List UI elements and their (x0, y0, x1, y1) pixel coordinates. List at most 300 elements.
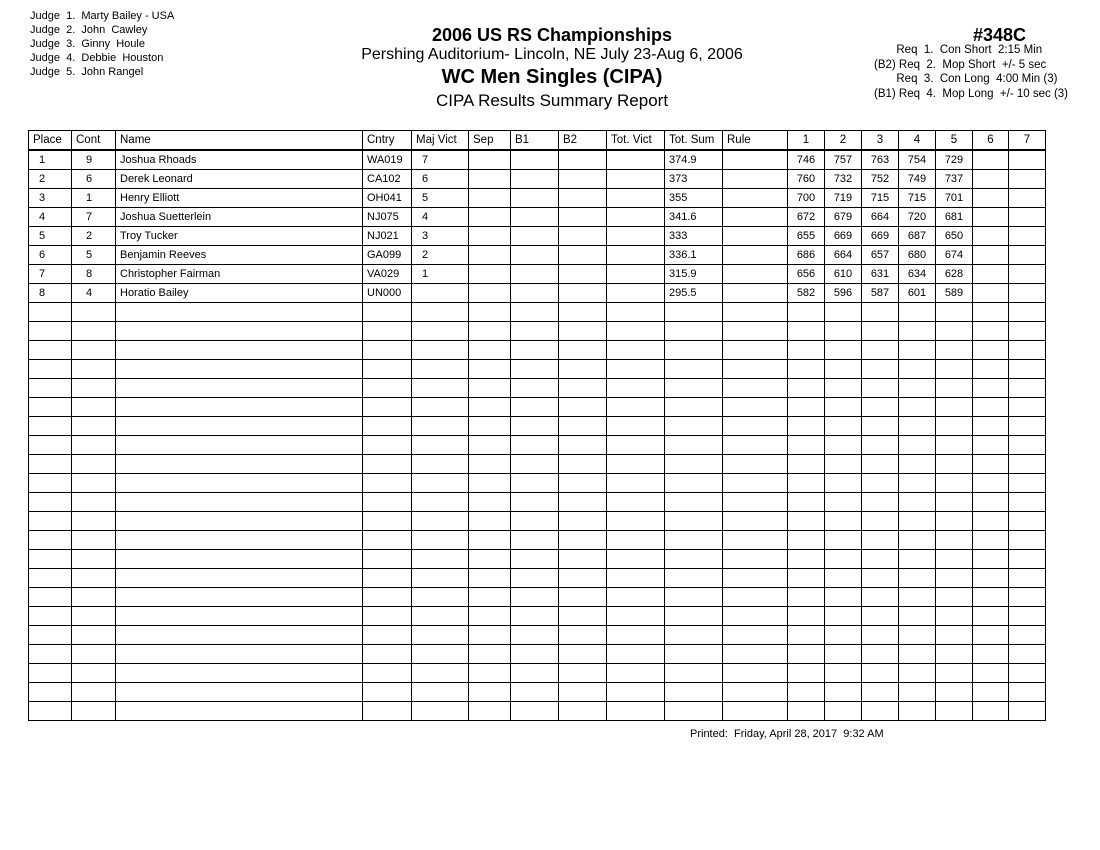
table-cell (511, 588, 559, 607)
table-cell (29, 436, 72, 455)
table-cell: UN000 (363, 284, 412, 303)
table-cell: 295.5 (665, 284, 723, 303)
table-row (29, 626, 1046, 645)
table-cell (1009, 417, 1046, 436)
column-header: Rule (723, 131, 788, 151)
table-cell (607, 607, 665, 626)
table-cell (862, 531, 899, 550)
table-cell: 657 (862, 246, 899, 265)
table-cell (1009, 455, 1046, 474)
table-cell (511, 246, 559, 265)
table-cell (936, 702, 973, 721)
table-cell (559, 360, 607, 379)
table-cell (862, 664, 899, 683)
table-cell (973, 664, 1009, 683)
table-cell (412, 683, 469, 702)
table-cell (788, 702, 825, 721)
table-cell (936, 303, 973, 322)
table-cell (665, 436, 723, 455)
table-cell (899, 474, 936, 493)
table-cell (862, 607, 899, 626)
table-cell (862, 417, 899, 436)
table-cell (363, 417, 412, 436)
table-cell: 336.1 (665, 246, 723, 265)
table-cell (412, 607, 469, 626)
table-cell: 5 (412, 189, 469, 208)
table-cell (363, 455, 412, 474)
table-cell (29, 607, 72, 626)
table-cell (607, 150, 665, 170)
table-cell (665, 341, 723, 360)
table-cell (973, 569, 1009, 588)
table-cell (607, 645, 665, 664)
table-cell (665, 360, 723, 379)
table-cell (511, 417, 559, 436)
table-cell (607, 189, 665, 208)
table-cell: 686 (788, 246, 825, 265)
division-title: WC Men Singles (CIPA) (441, 66, 663, 88)
table-cell (412, 303, 469, 322)
judge-line: Judge 3. Ginny Houle (30, 38, 145, 50)
table-cell (559, 150, 607, 170)
table-cell (412, 341, 469, 360)
table-cell (899, 588, 936, 607)
table-body (29, 150, 1046, 721)
table-cell (1009, 170, 1046, 189)
table-cell (559, 303, 607, 322)
table-cell (607, 341, 665, 360)
table-cell (412, 398, 469, 417)
table-cell: Henry Elliott (116, 189, 363, 208)
table-cell (788, 436, 825, 455)
table-row (29, 170, 1046, 189)
table-cell (723, 246, 788, 265)
table-cell (116, 683, 363, 702)
table-row (29, 531, 1046, 550)
table-cell (72, 303, 116, 322)
table-cell: 7 (29, 265, 72, 284)
table-cell: 3 (29, 189, 72, 208)
table-cell (363, 322, 412, 341)
table-cell (862, 550, 899, 569)
table-cell (412, 322, 469, 341)
table-cell (511, 645, 559, 664)
table-cell (116, 322, 363, 341)
table-cell (788, 360, 825, 379)
requirement-line: (B2) Req 2. Mop Short +/- 5 sec (874, 58, 1047, 71)
table-cell (788, 607, 825, 626)
table-cell (936, 683, 973, 702)
table-cell (469, 341, 511, 360)
table-cell: Joshua Rhoads (116, 150, 363, 170)
column-header: 7 (1009, 131, 1046, 151)
table-cell (1009, 531, 1046, 550)
table-cell (723, 626, 788, 645)
table-cell (1009, 436, 1046, 455)
table-cell (825, 322, 862, 341)
table-cell (29, 550, 72, 569)
table-cell (469, 664, 511, 683)
report-header (300, 24, 804, 112)
table-cell (862, 360, 899, 379)
table-cell (511, 455, 559, 474)
table-cell (72, 398, 116, 417)
table-cell: NJ075 (363, 208, 412, 227)
table-cell (936, 417, 973, 436)
table-cell (412, 702, 469, 721)
table-cell (559, 398, 607, 417)
table-cell (825, 455, 862, 474)
table-cell (665, 626, 723, 645)
table-cell: GA099 (363, 246, 412, 265)
table-cell (936, 664, 973, 683)
table-cell (788, 379, 825, 398)
printed-timestamp: Printed: Friday, April 28, 2017 9:32 AM (690, 728, 884, 740)
table-cell (469, 455, 511, 474)
table-cell: 315.9 (665, 265, 723, 284)
table-cell (116, 645, 363, 664)
column-header: Maj Vict (412, 131, 469, 151)
table-cell: Derek Leonard (116, 170, 363, 189)
table-cell: 2 (29, 170, 72, 189)
table-cell (1009, 569, 1046, 588)
table-cell (973, 702, 1009, 721)
table-cell (559, 664, 607, 683)
table-cell: 374.9 (665, 150, 723, 170)
table-cell (29, 664, 72, 683)
table-cell (469, 208, 511, 227)
table-cell (72, 493, 116, 512)
table-cell (825, 474, 862, 493)
table-cell (607, 379, 665, 398)
table-cell (469, 227, 511, 246)
table-cell (973, 493, 1009, 512)
table-cell (1009, 150, 1046, 170)
table-cell (469, 189, 511, 208)
table-cell (665, 645, 723, 664)
table-cell: Horatio Bailey (116, 284, 363, 303)
table-cell (29, 417, 72, 436)
table-cell: 596 (825, 284, 862, 303)
table-cell (788, 322, 825, 341)
table-cell (788, 569, 825, 588)
table-cell: 732 (825, 170, 862, 189)
table-cell (825, 550, 862, 569)
table-cell (723, 303, 788, 322)
table-cell (607, 170, 665, 189)
table-cell (511, 284, 559, 303)
table-cell (607, 531, 665, 550)
table-cell (899, 550, 936, 569)
table-row (29, 150, 1046, 170)
table-cell (29, 398, 72, 417)
table-cell (116, 702, 363, 721)
table-row (29, 436, 1046, 455)
table-cell (825, 303, 862, 322)
table-cell (559, 702, 607, 721)
table-cell (116, 531, 363, 550)
column-header: 4 (899, 131, 936, 151)
table-cell (665, 702, 723, 721)
table-cell (665, 588, 723, 607)
table-cell (412, 379, 469, 398)
table-cell (862, 398, 899, 417)
table-cell (1009, 360, 1046, 379)
table-cell (723, 474, 788, 493)
table-cell (862, 379, 899, 398)
table-cell: 719 (825, 189, 862, 208)
table-cell (469, 417, 511, 436)
table-cell (72, 379, 116, 398)
table-cell (72, 474, 116, 493)
table-cell (72, 683, 116, 702)
table-cell (1009, 341, 1046, 360)
table-cell: 5 (29, 227, 72, 246)
table-cell (936, 626, 973, 645)
table-cell (29, 702, 72, 721)
table-cell (825, 398, 862, 417)
table-cell (607, 284, 665, 303)
table-cell (862, 512, 899, 531)
table-cell (363, 607, 412, 626)
table-cell (1009, 474, 1046, 493)
table-cell (788, 588, 825, 607)
table-cell (511, 341, 559, 360)
column-header: 2 (825, 131, 862, 151)
table-row (29, 284, 1046, 303)
table-cell: 700 (788, 189, 825, 208)
table-cell (1009, 607, 1046, 626)
table-cell (116, 588, 363, 607)
table-cell (29, 360, 72, 379)
table-cell (469, 265, 511, 284)
table-cell: 720 (899, 208, 936, 227)
table-cell (511, 150, 559, 170)
table-cell (788, 398, 825, 417)
table-cell (559, 474, 607, 493)
table-cell (788, 417, 825, 436)
table-cell (412, 284, 469, 303)
table-cell (116, 550, 363, 569)
table-cell (936, 493, 973, 512)
table-cell (788, 531, 825, 550)
table-row (29, 379, 1046, 398)
table-cell (607, 550, 665, 569)
table-cell (116, 341, 363, 360)
table-cell (363, 588, 412, 607)
table-cell (607, 246, 665, 265)
table-cell (607, 588, 665, 607)
table-cell: 757 (825, 150, 862, 170)
table-cell (899, 322, 936, 341)
table-cell (511, 265, 559, 284)
table-cell: 628 (936, 265, 973, 284)
table-cell (29, 493, 72, 512)
table-cell (723, 341, 788, 360)
table-cell (723, 645, 788, 664)
table-cell (936, 398, 973, 417)
table-cell (973, 208, 1009, 227)
table-cell: 763 (862, 150, 899, 170)
table-cell: 6 (72, 170, 116, 189)
table-cell (511, 398, 559, 417)
table-cell (412, 550, 469, 569)
table-cell (559, 493, 607, 512)
table-cell (665, 550, 723, 569)
table-cell (363, 702, 412, 721)
table-cell (559, 322, 607, 341)
table-cell: 4 (412, 208, 469, 227)
table-cell: 655 (788, 227, 825, 246)
table-cell: 754 (899, 150, 936, 170)
table-cell (723, 436, 788, 455)
table-cell (29, 474, 72, 493)
table-cell (607, 493, 665, 512)
column-header: 6 (973, 131, 1009, 151)
table-cell (469, 531, 511, 550)
table-row (29, 493, 1046, 512)
table-cell (511, 303, 559, 322)
table-cell (936, 360, 973, 379)
table-cell (412, 474, 469, 493)
table-cell (607, 360, 665, 379)
table-cell (607, 569, 665, 588)
report-title: CIPA Results Summary Report (435, 91, 669, 110)
table-cell: CA102 (363, 170, 412, 189)
table-cell (723, 569, 788, 588)
table-cell (363, 664, 412, 683)
table-cell (511, 189, 559, 208)
table-row (29, 702, 1046, 721)
table-cell (116, 512, 363, 531)
table-cell (973, 303, 1009, 322)
table-cell (363, 683, 412, 702)
table-cell (469, 246, 511, 265)
table-cell (72, 436, 116, 455)
table-cell (825, 417, 862, 436)
table-cell (116, 379, 363, 398)
table-cell (723, 531, 788, 550)
table-cell (936, 607, 973, 626)
table-cell (973, 189, 1009, 208)
table-cell (363, 550, 412, 569)
table-cell (469, 702, 511, 721)
table-cell (412, 645, 469, 664)
table-cell (559, 455, 607, 474)
table-cell (1009, 664, 1046, 683)
table-cell (788, 455, 825, 474)
table-cell (1009, 683, 1046, 702)
table-cell (788, 474, 825, 493)
table-cell (363, 398, 412, 417)
table-cell: OH041 (363, 189, 412, 208)
judge-line: Judge 5. John Rangel (30, 66, 144, 78)
table-cell (29, 512, 72, 531)
table-cell: 2 (412, 246, 469, 265)
table-cell (723, 284, 788, 303)
judge-line: Judge 2. John Cawley (30, 24, 148, 36)
table-cell (559, 170, 607, 189)
table-cell: 634 (899, 265, 936, 284)
table-cell: Christopher Fairman (116, 265, 363, 284)
table-cell (973, 550, 1009, 569)
table-cell (72, 531, 116, 550)
table-cell (936, 379, 973, 398)
table-cell (559, 246, 607, 265)
table-cell (116, 303, 363, 322)
table-cell (862, 683, 899, 702)
table-cell (899, 379, 936, 398)
table-cell (723, 607, 788, 626)
table-row (29, 455, 1046, 474)
table-cell (116, 474, 363, 493)
table-cell (559, 531, 607, 550)
table-cell (559, 341, 607, 360)
table-cell: 7 (72, 208, 116, 227)
table-cell (899, 569, 936, 588)
judge-line: Judge 1. Marty Bailey - USA (30, 10, 175, 22)
column-header: 3 (862, 131, 899, 151)
table-cell (788, 341, 825, 360)
table-cell (825, 645, 862, 664)
table-cell (72, 341, 116, 360)
table-cell: 373 (665, 170, 723, 189)
table-cell: 680 (899, 246, 936, 265)
table-row (29, 360, 1046, 379)
table-cell: 582 (788, 284, 825, 303)
table-cell (1009, 208, 1046, 227)
table-cell: 687 (899, 227, 936, 246)
table-cell (1009, 284, 1046, 303)
column-header: Cont (72, 131, 116, 151)
table-cell (899, 341, 936, 360)
table-cell (723, 550, 788, 569)
table-cell (936, 588, 973, 607)
table-cell: 6 (412, 170, 469, 189)
table-cell (936, 436, 973, 455)
table-cell (862, 341, 899, 360)
table-cell (899, 512, 936, 531)
table-cell (469, 607, 511, 626)
table-cell (412, 569, 469, 588)
table-cell: Joshua Suetterlein (116, 208, 363, 227)
table-cell: 5 (72, 246, 116, 265)
table-cell (469, 588, 511, 607)
table-cell (412, 417, 469, 436)
table-cell (559, 645, 607, 664)
table-cell (899, 645, 936, 664)
table-cell (29, 341, 72, 360)
table-row (29, 474, 1046, 493)
table-cell (973, 588, 1009, 607)
table-cell (1009, 645, 1046, 664)
table-cell (116, 436, 363, 455)
table-cell (607, 455, 665, 474)
table-row (29, 607, 1046, 626)
table-cell (469, 550, 511, 569)
table-cell (665, 398, 723, 417)
table-cell (973, 170, 1009, 189)
table-cell (559, 683, 607, 702)
table-cell (72, 455, 116, 474)
table-cell: 6 (29, 246, 72, 265)
table-cell (825, 588, 862, 607)
table-cell (607, 303, 665, 322)
table-cell (412, 664, 469, 683)
table-cell: 674 (936, 246, 973, 265)
table-cell (665, 569, 723, 588)
event-code: #348C (972, 25, 1026, 45)
